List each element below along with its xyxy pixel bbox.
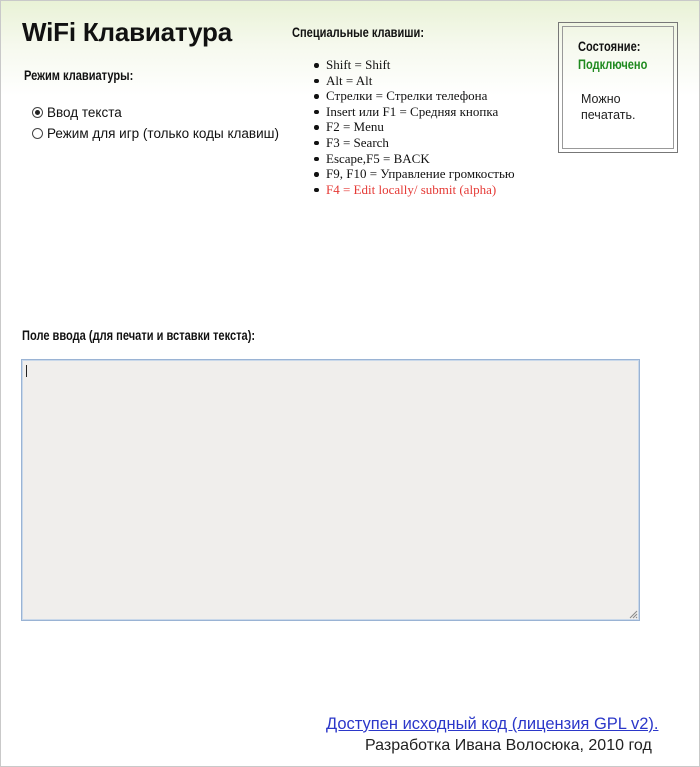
status-value-text: Подключено	[578, 57, 648, 72]
input-field-heading	[22, 328, 306, 343]
special-key-item: Стрелки = Стрелки телефона	[326, 88, 515, 104]
status-message: Можно печатать.	[581, 92, 636, 122]
special-keys-heading	[292, 25, 453, 40]
input-field-heading-text: Поле ввода (для печати и вставки текста):	[22, 328, 256, 343]
mode-option-label[interactable]: Ввод текста	[47, 105, 122, 120]
text-input-area[interactable]	[21, 359, 640, 621]
special-key-item-alpha: F4 = Edit locally/ submit (alpha)	[326, 182, 515, 198]
text-caret	[26, 365, 27, 377]
radio-unchecked-icon[interactable]	[32, 128, 43, 139]
special-key-item: Escape,F5 = BACK	[326, 151, 515, 167]
special-keys-list	[326, 57, 515, 197]
special-keys-heading-text: Специальные клавиши:	[292, 25, 425, 40]
author-credit: Разработка Ивана Волосюка, 2010 год	[365, 737, 652, 754]
keyboard-mode-heading	[24, 68, 157, 83]
keyboard-mode-heading-text: Режим клавиатуры:	[24, 68, 134, 83]
status-value	[578, 57, 663, 72]
status-heading-text: Состояние:	[578, 39, 641, 54]
special-key-item: F2 = Menu	[326, 119, 515, 135]
mode-option-games[interactable]	[32, 123, 279, 144]
keyboard-mode-radio-group	[32, 102, 279, 144]
mode-option-text-input[interactable]	[32, 102, 279, 123]
app-title: WiFi Клавиатура	[22, 17, 232, 47]
special-key-item: F9, F10 = Управление громкостью	[326, 166, 515, 182]
mode-option-label[interactable]: Режим для игр (только коды клавиш)	[47, 126, 279, 141]
radio-checked-icon[interactable]	[32, 107, 43, 118]
resize-grip-icon[interactable]	[629, 610, 638, 619]
source-code-link[interactable]: Доступен исходный код (лицензия GPL v2).	[326, 715, 659, 733]
special-key-item: Alt = Alt	[326, 73, 515, 89]
special-key-item: Insert или F1 = Средняя кнопка	[326, 104, 515, 120]
status-heading	[578, 39, 654, 54]
special-key-item: Shift = Shift	[326, 57, 515, 73]
special-key-item: F3 = Search	[326, 135, 515, 151]
